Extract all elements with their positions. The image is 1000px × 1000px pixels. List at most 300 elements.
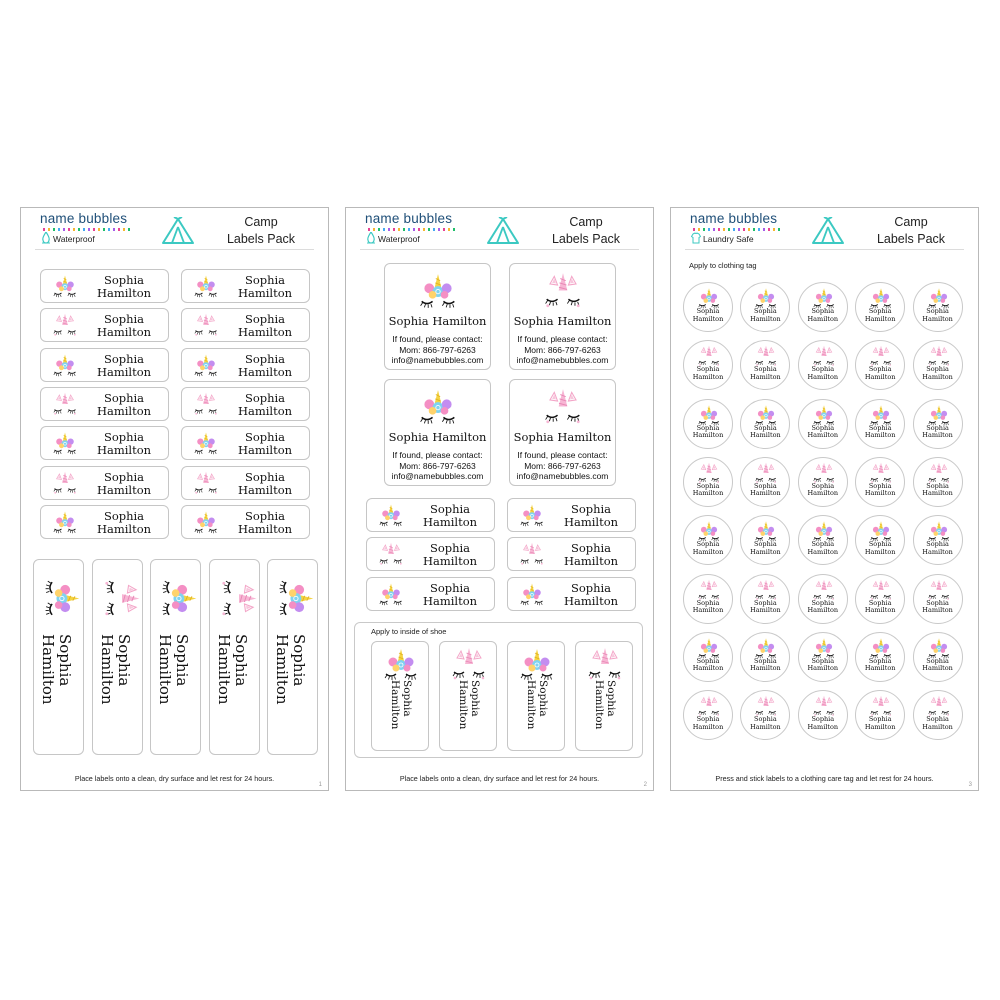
small-name-label (40, 308, 169, 342)
circle-name-label (740, 399, 790, 449)
circle-name (856, 600, 904, 615)
first-name: Sophia (696, 307, 720, 315)
unicorn-flower-icon (381, 647, 421, 681)
unicorn-flower-icon (517, 647, 557, 681)
last-name: Hamilton (922, 664, 953, 673)
circle-name (856, 308, 904, 323)
circle-name-label (798, 632, 848, 682)
circle-name (684, 308, 732, 323)
label-name (230, 313, 300, 339)
small-name-label (366, 537, 495, 571)
circle-name-label (683, 340, 733, 390)
vertical-name-label (209, 559, 260, 755)
small-name-label (181, 308, 310, 342)
label-sheet-1 (20, 207, 329, 791)
feature-label: Waterproof (53, 234, 95, 244)
unicorn-flower-icon (926, 520, 952, 542)
last-name: Hamilton (692, 547, 724, 556)
last-name: Hamilton (96, 364, 152, 379)
label-sheet-3 (670, 207, 979, 791)
first-name: Sophia (811, 656, 835, 665)
last-name: Hamilton (864, 606, 896, 614)
first-name: Sophia (926, 307, 949, 315)
circle-name-label (855, 574, 905, 624)
unicorn-flower-icon (416, 388, 460, 425)
first-name: Sophia (570, 502, 612, 516)
last-name: Hamilton (563, 593, 619, 608)
first-name: Sophia (244, 469, 286, 484)
last-name: Hamilton (864, 372, 896, 381)
circle-name (741, 308, 789, 323)
first-name: Sophia (429, 502, 471, 516)
circle-name (856, 425, 904, 440)
circle-name-label (855, 282, 905, 332)
first-name: Sophia (537, 680, 549, 717)
contact-label-name: Sophia Hamilton (388, 314, 487, 328)
contact-line1: If found, please contact: (517, 450, 608, 460)
first-name: Sophia (56, 634, 74, 687)
unicorn-horn-icon (51, 313, 79, 337)
unicorn-flower-icon (753, 520, 779, 542)
circle-name-label (855, 632, 905, 682)
first-name: Sophia (926, 598, 949, 607)
unicorn-horn-icon (811, 695, 837, 717)
circle-name (684, 716, 732, 731)
unicorn-horn-icon (541, 272, 585, 309)
circle-name-label (798, 457, 848, 507)
contact-line2: Mom: 866-797-6263 (399, 344, 476, 355)
last-name: Hamilton (864, 722, 896, 731)
label-name (230, 353, 300, 379)
last-name: Hamilton (807, 372, 839, 381)
circle-name (684, 425, 732, 440)
unicorn-horn-icon (868, 462, 894, 484)
vertical-name (593, 680, 617, 756)
last-name: Hamilton (214, 634, 233, 705)
first-name: Sophia (401, 680, 413, 717)
first-name: Sophia (754, 307, 777, 315)
last-name: Hamilton (750, 664, 781, 673)
circle-name (914, 308, 962, 323)
water-drop-icon (366, 232, 376, 244)
small-name-label (40, 387, 169, 421)
last-name: Hamilton (96, 403, 152, 418)
circle-name-label (740, 340, 790, 390)
first-name: Sophia (244, 312, 286, 327)
circle-name (741, 600, 789, 615)
last-name: Hamilton (864, 314, 896, 323)
first-name: Sophia (103, 273, 145, 287)
sheet-footer: Place labels onto a clean, dry surface and let rest for 24 hours. (74, 774, 275, 783)
first-name: Sophia (926, 365, 949, 374)
unicorn-flower-icon (868, 637, 894, 659)
circle-name (914, 541, 962, 556)
unicorn-horn-icon (753, 462, 779, 484)
first-name: Sophia (754, 598, 777, 607)
first-name: Sophia (754, 365, 777, 374)
last-name: Hamilton (807, 606, 839, 614)
circle-name-label (798, 399, 848, 449)
unicorn-horn-icon (753, 579, 779, 601)
last-name: Hamilton (807, 722, 839, 731)
circle-name (799, 658, 847, 673)
brand-logo: name bubbles (40, 211, 128, 226)
circle-name-label (798, 574, 848, 624)
unicorn-horn-icon (51, 471, 79, 495)
sheet-footer: Press and stick labels to a clothing care tag and let rest for 24 hours. (715, 774, 934, 783)
last-name: Hamilton (97, 634, 116, 705)
first-name: Sophia (605, 680, 617, 717)
circle-name-label (740, 690, 790, 740)
unicorn-flower-icon (377, 582, 405, 606)
first-name: Sophia (244, 351, 286, 366)
first-name: Sophia (696, 598, 720, 607)
tent-icon (811, 217, 845, 245)
contact-info (385, 334, 490, 366)
unicorn-horn-icon (868, 345, 894, 367)
unicorn-horn-icon (696, 695, 722, 717)
unicorn-flower-icon (51, 510, 79, 534)
first-name: Sophia (231, 634, 250, 687)
circle-name (741, 658, 789, 673)
circle-name (799, 366, 847, 381)
header-divider (685, 249, 964, 250)
last-name: Hamilton (864, 547, 896, 556)
last-name: Hamilton (922, 314, 953, 323)
shoe-label (371, 641, 429, 751)
last-name: Hamilton (422, 515, 478, 529)
first-name: Sophia (811, 598, 835, 607)
last-name: Hamilton (864, 431, 896, 440)
first-name: Sophia (429, 541, 471, 556)
unicorn-flower-icon (811, 287, 837, 309)
label-name (89, 392, 159, 418)
circle-name (856, 366, 904, 381)
circle-name-label (913, 340, 963, 390)
last-name: Hamilton (922, 606, 953, 614)
last-name: Hamilton (922, 431, 953, 440)
circle-name (914, 658, 962, 673)
pack-title (211, 214, 311, 248)
last-name: Hamilton (692, 314, 724, 323)
vertical-name (98, 634, 132, 744)
unicorn-horn-icon (585, 647, 625, 681)
contact-label (509, 379, 616, 486)
first-name: Sophia (811, 423, 835, 432)
small-name-label (507, 537, 636, 571)
last-name: Hamilton (922, 547, 953, 556)
label-name (89, 353, 159, 379)
first-name: Sophia (244, 273, 286, 287)
label-sheet-2 (345, 207, 654, 791)
circle-name (741, 425, 789, 440)
first-name: Sophia (754, 423, 777, 432)
unicorn-horn-icon (192, 313, 220, 337)
contact-line2: Mom: 866-797-6263 (399, 460, 476, 471)
vertical-name (215, 634, 249, 744)
unicorn-flower-icon (192, 353, 220, 377)
last-name: Hamilton (156, 634, 174, 705)
pack-title-line1: Camp (894, 215, 928, 229)
vertical-name-label (92, 559, 143, 755)
first-name: Sophia (290, 634, 308, 687)
circle-name-label (683, 690, 733, 740)
last-name: Hamilton (237, 443, 293, 458)
small-name-label (366, 577, 495, 611)
label-name (415, 542, 485, 568)
vertical-name (273, 634, 307, 744)
unicorn-flower-icon (51, 274, 79, 298)
shoe-label (575, 641, 633, 751)
contact-label-name: Sophia Hamilton (388, 430, 487, 444)
circle-name-label (740, 574, 790, 624)
first-name: Sophia (570, 541, 612, 556)
first-name: Sophia (811, 307, 835, 315)
label-name (556, 542, 626, 568)
contact-info (385, 450, 490, 482)
first-name: Sophia (103, 351, 145, 366)
last-name: Hamilton (692, 722, 724, 731)
unicorn-horn-icon (377, 542, 405, 566)
first-name: Sophia (754, 656, 777, 665)
last-name: Hamilton (39, 634, 57, 705)
unicorn-horn-icon (926, 462, 952, 484)
first-name: Sophia (696, 656, 720, 665)
first-name: Sophia (103, 430, 145, 445)
circle-name-label (913, 690, 963, 740)
label-name (89, 274, 159, 300)
first-name: Sophia (696, 365, 720, 374)
last-name: Hamilton (922, 722, 953, 731)
sheet-header (346, 208, 653, 252)
pack-title-line2: Labels Pack (876, 232, 946, 246)
label-name (89, 510, 159, 536)
brand-logo: name bubbles (690, 211, 778, 226)
page-number: 3 (968, 782, 972, 788)
circle-name (799, 425, 847, 440)
page-number: 1 (318, 782, 322, 788)
circle-name (914, 425, 962, 440)
vertical-name (156, 634, 190, 744)
tent-icon (486, 217, 520, 245)
circle-name (799, 483, 847, 498)
label-name (230, 510, 300, 536)
circle-name (856, 483, 904, 498)
first-name: Sophia (103, 508, 145, 523)
last-name: Hamilton (237, 482, 293, 497)
contact-line2: Mom: 866-797-6263 (524, 460, 601, 471)
unicorn-horn-icon (926, 579, 952, 601)
last-name: Hamilton (457, 680, 469, 730)
first-name: Sophia (114, 634, 133, 687)
vertical-name-label (33, 559, 84, 755)
small-name-label (181, 505, 310, 539)
unicorn-flower-icon (868, 404, 894, 426)
contact-line1: If found, please contact: (392, 334, 483, 344)
small-name-label (366, 498, 495, 532)
unicorn-flower-icon (811, 637, 837, 659)
circle-name-label (913, 282, 963, 332)
first-name: Sophia (868, 715, 892, 724)
contact-line3: info@namebubbles.com (391, 471, 484, 481)
last-name: Hamilton (237, 364, 293, 379)
first-name: Sophia (103, 312, 145, 327)
last-name: Hamilton (922, 372, 953, 381)
small-name-label (40, 426, 169, 460)
last-name: Hamilton (750, 547, 781, 556)
first-name: Sophia (696, 423, 720, 432)
last-name: Hamilton (96, 482, 152, 497)
label-name (415, 582, 485, 608)
last-name: Hamilton (563, 515, 619, 529)
last-name: Hamilton (864, 664, 896, 673)
shoe-label (439, 641, 497, 751)
circle-name-label (913, 632, 963, 682)
circle-name (799, 600, 847, 615)
unicorn-horn-icon (753, 695, 779, 717)
page-number: 2 (643, 782, 647, 788)
unicorn-horn-icon (868, 579, 894, 601)
last-name: Hamilton (692, 606, 724, 614)
circle-name (684, 658, 732, 673)
contact-label (384, 379, 491, 486)
small-name-label (507, 498, 636, 532)
unicorn-flower-icon (518, 503, 546, 527)
first-name: Sophia (926, 540, 949, 549)
pack-title (861, 214, 961, 248)
contact-line3: info@namebubbles.com (391, 355, 484, 365)
label-name (89, 471, 159, 497)
circle-name-label (683, 632, 733, 682)
unicorn-flower-icon (868, 520, 894, 542)
vertical-name-label (150, 559, 201, 755)
last-name: Hamilton (237, 521, 293, 536)
small-name-label (40, 505, 169, 539)
circle-name (741, 716, 789, 731)
unicorn-flower-icon (696, 637, 722, 659)
small-name-label (181, 387, 310, 421)
first-name: Sophia (696, 715, 720, 724)
unicorn-flower-icon (192, 431, 220, 455)
water-drop-icon (41, 232, 51, 244)
last-name: Hamilton (96, 286, 152, 300)
first-name: Sophia (868, 307, 892, 315)
first-name: Sophia (696, 540, 720, 549)
vertical-name-label (267, 559, 318, 755)
unicorn-flower-icon (926, 637, 952, 659)
last-name: Hamilton (807, 431, 839, 440)
first-name: Sophia (103, 469, 145, 484)
unicorn-horn-icon (51, 392, 79, 416)
vertical-name (39, 634, 73, 744)
first-name: Sophia (868, 656, 892, 665)
last-name: Hamilton (237, 325, 293, 340)
unicorn-horn-icon (192, 392, 220, 416)
first-name: Sophia (811, 365, 835, 374)
last-name: Hamilton (807, 664, 839, 673)
unicorn-horn-icon (926, 695, 952, 717)
small-name-label (40, 466, 169, 500)
vertical-name (525, 680, 549, 756)
last-name: Hamilton (692, 489, 724, 498)
circle-name-label (913, 457, 963, 507)
circle-name-label (855, 399, 905, 449)
first-name: Sophia (429, 580, 471, 595)
brand-dots (43, 228, 133, 231)
circle-name-label (683, 399, 733, 449)
unicorn-flower-icon (162, 577, 199, 621)
circle-name-label (740, 282, 790, 332)
label-name (230, 392, 300, 418)
label-name (230, 471, 300, 497)
unicorn-flower-icon (45, 577, 82, 621)
unicorn-horn-icon (696, 579, 722, 601)
circle-name-label (798, 515, 848, 565)
unicorn-horn-icon (541, 388, 585, 425)
shoe-label-area (354, 622, 643, 758)
last-name: Hamilton (237, 403, 293, 418)
pack-title (536, 214, 636, 248)
last-name: Hamilton (273, 634, 291, 705)
sheet-header (21, 208, 328, 252)
circle-name (914, 600, 962, 615)
circle-name-label (913, 574, 963, 624)
circle-name (799, 308, 847, 323)
circle-name (856, 716, 904, 731)
vertical-name (389, 680, 413, 756)
contact-label (384, 263, 491, 370)
circle-name (684, 483, 732, 498)
circle-name (741, 483, 789, 498)
circle-name (914, 483, 962, 498)
last-name: Hamilton (96, 325, 152, 340)
unicorn-flower-icon (753, 404, 779, 426)
unicorn-horn-icon (696, 462, 722, 484)
contact-info (510, 450, 615, 482)
first-name: Sophia (926, 481, 949, 490)
pack-title-line2: Labels Pack (551, 232, 621, 246)
circle-name-label (683, 515, 733, 565)
unicorn-horn-icon (926, 345, 952, 367)
unicorn-flower-icon (811, 404, 837, 426)
first-name: Sophia (469, 680, 481, 717)
circle-name-label (855, 515, 905, 565)
last-name: Hamilton (750, 722, 781, 731)
first-name: Sophia (173, 634, 191, 687)
circle-name-label (798, 340, 848, 390)
unicorn-flower-icon (192, 274, 220, 298)
first-name: Sophia (926, 656, 949, 665)
sheet-header (671, 208, 978, 252)
first-name: Sophia (570, 580, 612, 595)
last-name: Hamilton (525, 680, 537, 730)
circle-name-label (683, 574, 733, 624)
last-name: Hamilton (96, 521, 152, 536)
circle-name (684, 600, 732, 615)
brand-logo: name bubbles (365, 211, 453, 226)
circle-name-label (913, 399, 963, 449)
unicorn-horn-icon (103, 577, 140, 621)
unicorn-flower-icon (926, 404, 952, 426)
label-name (415, 503, 485, 529)
unicorn-flower-icon (696, 520, 722, 542)
unicorn-flower-icon (868, 287, 894, 309)
last-name: Hamilton (422, 554, 478, 569)
circle-name-label (798, 282, 848, 332)
unicorn-flower-icon (696, 287, 722, 309)
small-name-label (507, 577, 636, 611)
circle-name-label (740, 515, 790, 565)
